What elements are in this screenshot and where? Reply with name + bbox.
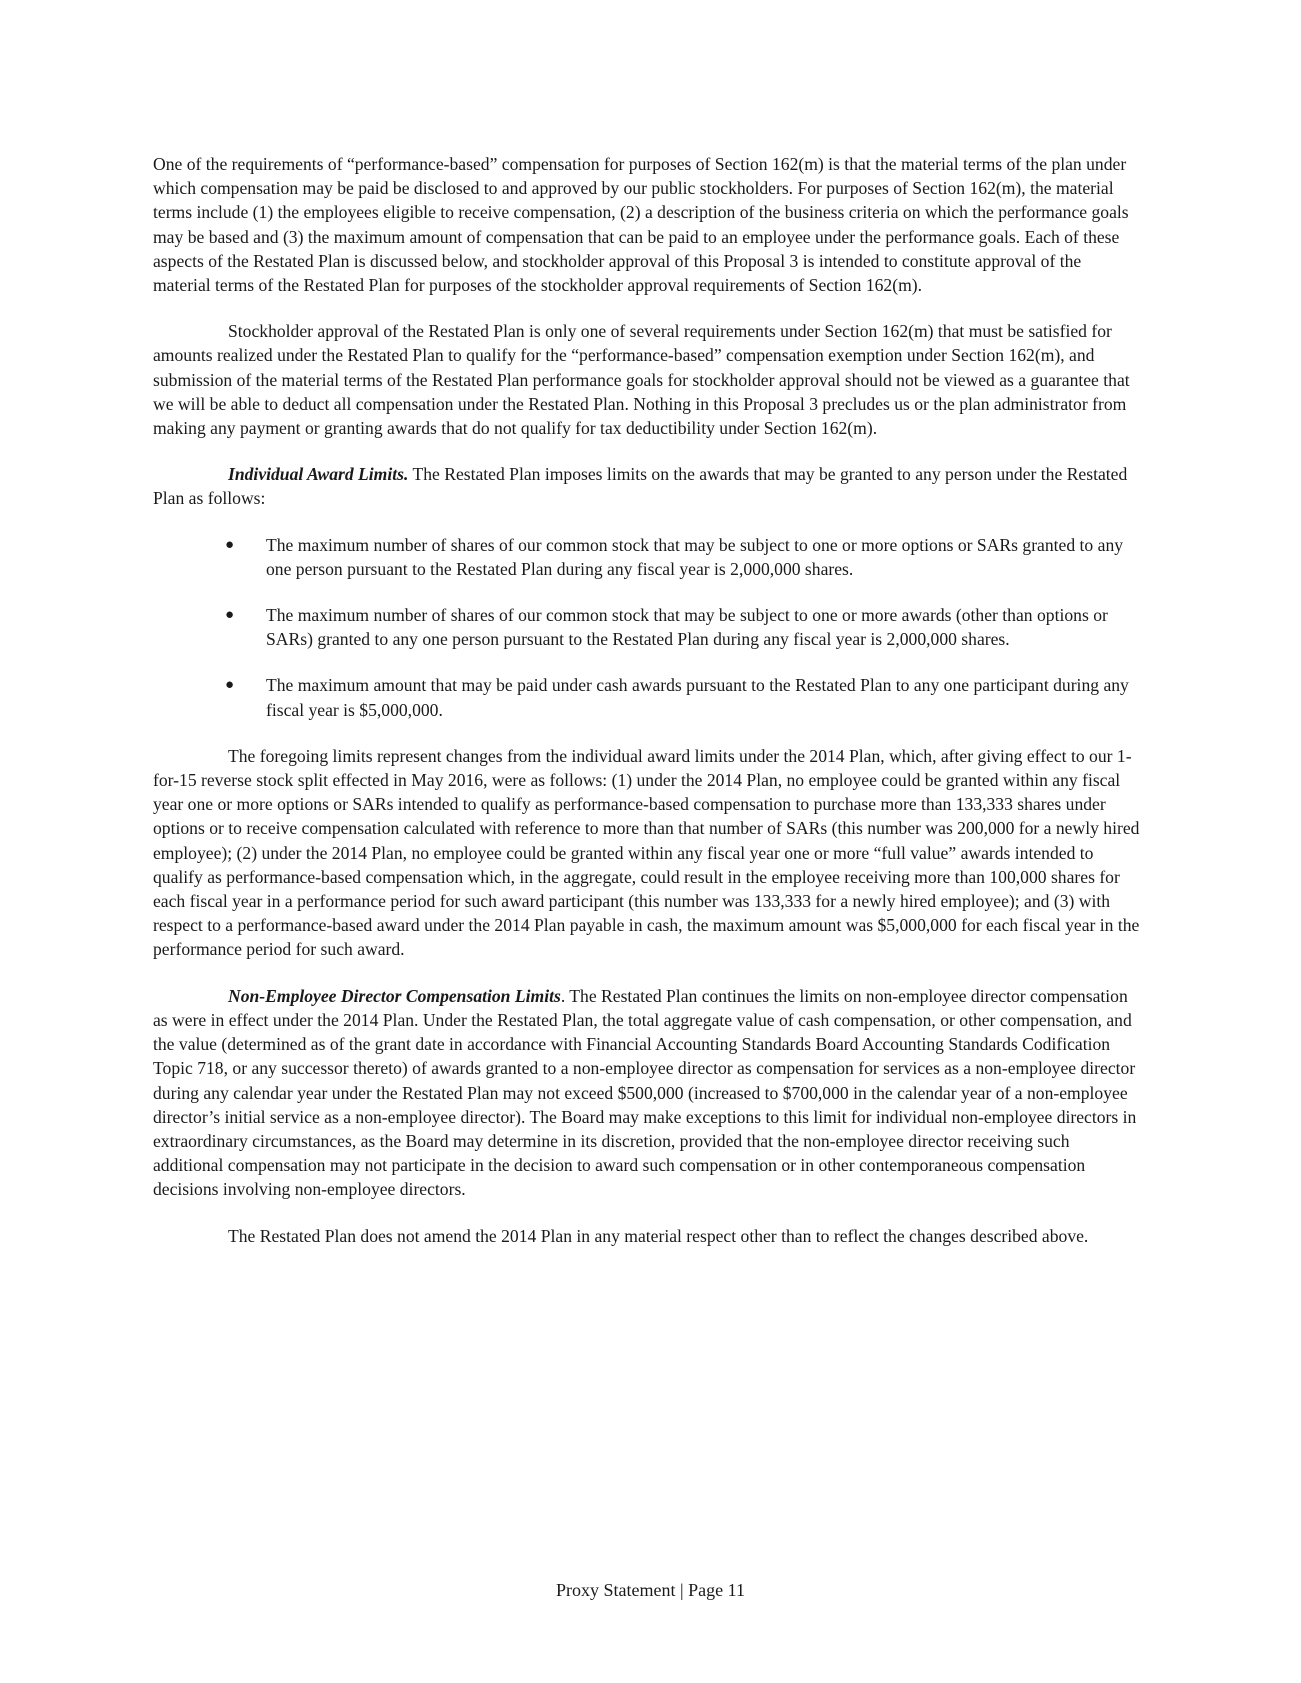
paragraph-stockholder-approval: Stockholder approval of the Restated Plan is only one of several requirements under Section 162(m) that must be satisfied for amounts realized under the Restated Plan to qualify for the “performance-based” compensation exemption under Section 162(m), and submission of the material terms of the Restated Plan performance goals for stockholder approval should not be viewed as a guarantee that we will be able to deduct all compensation under the Restated Plan. Nothing in this Proposal 3 precludes us or the plan administrator from making any payment or granting awards that do not qualify for tax deductibility under Section 162(m). bbox=[153, 321, 1130, 439]
document-body bbox=[153, 152, 1143, 1270]
director-compensation-limits-text: . The Restated Plan continues the limits on non-employee director compensation as were in effect under the 2014 Plan. Under the Restated Plan, the total aggregate value of cash compensation, or other compensation, and the value (determined as of the grant date in accordance with Financial Accounting Standards Board Accounting Standards Codification Topic 718, or any successor thereto) of awards granted to a non-employee director as compensation for services as a non-employee director during any calendar year under the Restated Plan may not exceed $500,000 (increased to $700,000 in the calendar year of a non-employee director’s initial service as a non-employee director). The Board may make exceptions to this limit for individual non-employee directors in extraordinary circumstances, as the Board may determine in its discretion, provided that the non-employee director receiving such additional compensation may not participate in the decision to award such compensation or in other contemporaneous compensation decisions involving non-employee directors. bbox=[153, 985, 1137, 1200]
list-item bbox=[153, 603, 1143, 651]
page-footer: Proxy Statement | Page 11 bbox=[556, 1580, 745, 1600]
paragraph-no-other-amendments: The Restated Plan does not amend the 2014 Plan in any material respect other than to reflect the changes described above. bbox=[228, 1225, 1089, 1246]
list-item bbox=[153, 673, 1143, 721]
paragraph-director-compensation-limits bbox=[153, 984, 1143, 1202]
paragraph-individual-award-limits bbox=[153, 462, 1143, 510]
list-item-text: The maximum number of shares of our common stock that may be subject to one or more options or SARs granted to any one person pursuant to the Restated Plan during any fiscal year is 2,000,000 shares. bbox=[266, 534, 1124, 579]
individual-award-limits-heading: Individual Award Limits. bbox=[228, 464, 409, 485]
award-limits-list bbox=[153, 533, 1143, 722]
bullet-icon: ● bbox=[225, 536, 235, 553]
paragraph-section-162m-requirements: One of the requirements of “performance-based” compensation for purposes of Section 162(m) is that the material terms of the plan under which compensation may be paid be disclosed to and approved by our public stockholders. For purposes of Section 162(m), the material terms include (1) the employees eligible to receive compensation, (2) a description of the business criteria on which the performance goals may be based and (3) the maximum amount of compensation that can be paid to an employee under the performance goals. Each of these aspects of the Restated Plan is discussed below, and stockholder approval of this Proposal 3 is intended to constitute approval of the material terms of the Restated Plan for purposes of the stockholder approval requirements of Section 162(m). bbox=[153, 154, 1129, 296]
bullet-icon: ● bbox=[225, 677, 235, 694]
bullet-icon: ● bbox=[225, 607, 235, 624]
director-compensation-limits-heading: Non-Employee Director Compensation Limits bbox=[228, 985, 561, 1006]
list-item-text: The maximum amount that may be paid under cash awards pursuant to the Restated Plan to any one participant during any fiscal year is $5,000,000. bbox=[266, 675, 1129, 720]
list-item bbox=[153, 533, 1143, 581]
paragraph-foregoing-limits: The foregoing limits represent changes from the individual award limits under the 2014 Plan, which, after giving effect to our 1-for-15 reverse stock split effected in May 2016, were as follows: (1) under the 2014 Plan, no employee could be granted within any fiscal year one or more options or SARs intended to qualify as performance-based compensation to purchase more than 133,333 shares under options or to receive compensation calculated with reference to more than that number of SARs (this number was 200,000 for a newly hired employee); (2) under the 2014 Plan, no employee could be granted within any fiscal year one or more “full value” awards intended to qualify as performance-based compensation which, in the aggregate, could result in the employee receiving more than 100,000 shares for each fiscal year in a performance period for such award participant (this number was 133,333 for a newly hired employee); and (3) with respect to a performance-based award under the 2014 Plan payable in cash, the maximum amount was $5,000,000 for each fiscal year in the performance period for such award. bbox=[153, 745, 1140, 960]
list-item-text: The maximum number of shares of our common stock that may be subject to one or more awards (other than options or SARs) granted to any one person pursuant to the Restated Plan during any fiscal year is 2,000,000 shares. bbox=[266, 605, 1108, 650]
individual-award-limits-text: The Restated Plan imposes limits on the awards that may be granted to any person under the Restated Plan as follows: bbox=[153, 464, 1128, 509]
